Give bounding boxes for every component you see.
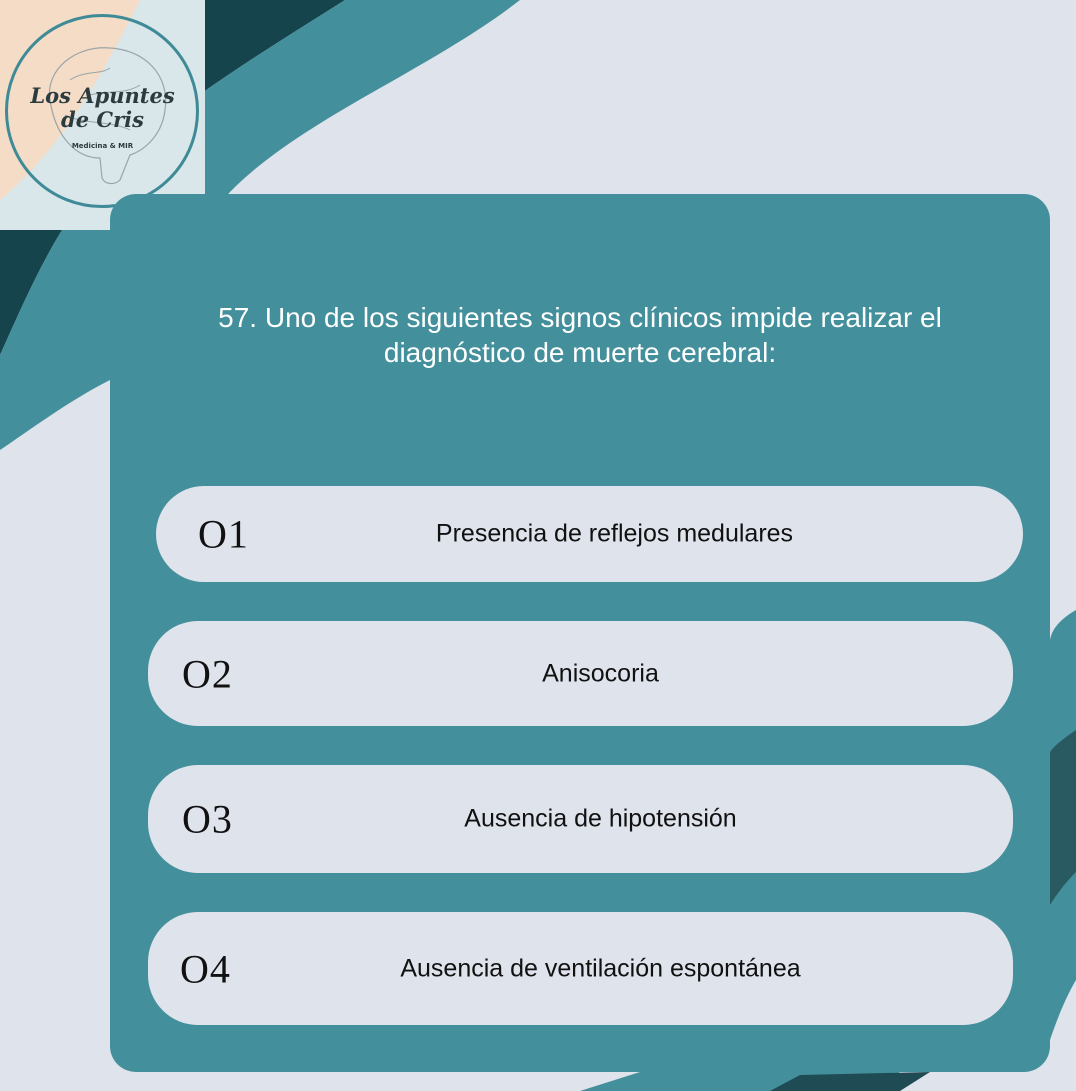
logo-subtitle: Medicina & MIR: [71, 142, 134, 150]
question-text: 57. Uno de los siguientes signos clínicos impide realizar el diagnóstico de muerte cerebral:: [218, 302, 942, 368]
logo-title-line2: de Cris: [61, 107, 144, 132]
option-2-number: O2: [182, 651, 233, 696]
option-3-label: Ausencia de hipotensión: [464, 804, 737, 833]
option-2-label: Anisocoria: [542, 659, 659, 687]
option-1-label: Presencia de reflejos medulares: [435, 519, 794, 548]
option-2[interactable]: [148, 621, 1013, 726]
option-3-number: O3: [182, 796, 233, 842]
option-4-label: Ausencia de ventilación espontánea: [400, 954, 801, 982]
option-1[interactable]: [156, 486, 1023, 582]
option-4-number: O4: [180, 946, 231, 991]
option-4[interactable]: [148, 912, 1013, 1025]
option-1-number: O1: [198, 511, 249, 557]
logo-title-line1: Los Apuntes: [30, 83, 175, 108]
option-3[interactable]: [148, 765, 1013, 873]
